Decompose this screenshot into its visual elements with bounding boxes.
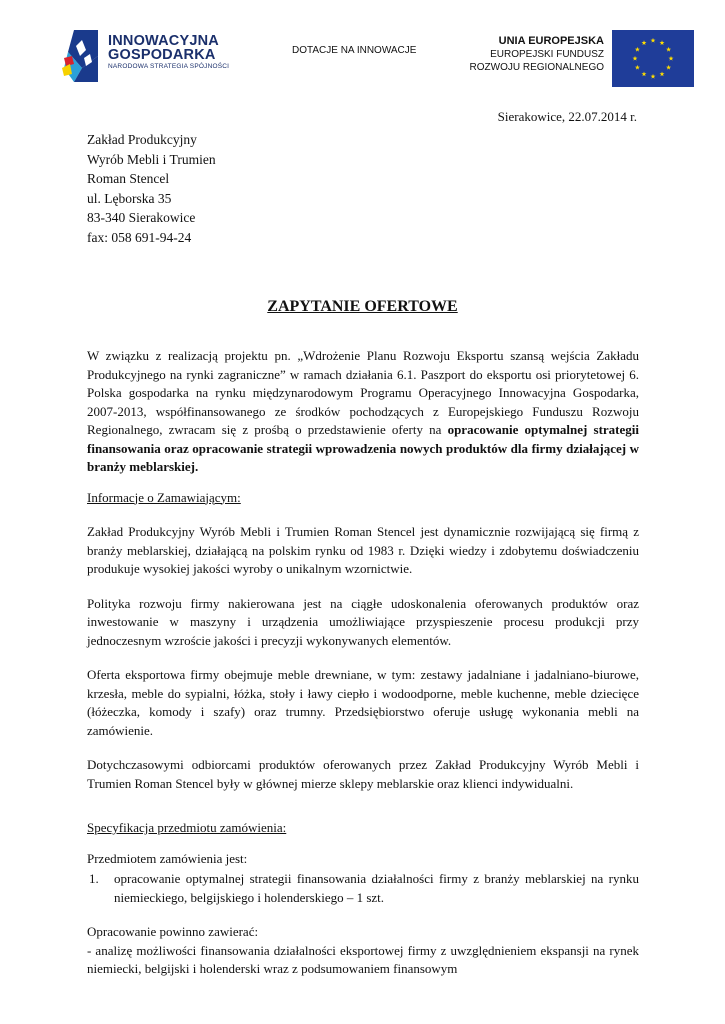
list-item xyxy=(87,870,639,907)
paragraph: Zakład Produkcyjny Wyrób Mebli i Trumien Roman Stencel jest dynamicznie rozwijającą się firmą z branży meblarskiej, działającą na polskim rynku od 1983 r. Dzięki wiedzy i zdobytemu doświadczeniu produkuje wysokiej jakości wyroby o unikalnym wzornictwie. xyxy=(87,524,639,576)
paragraph: Oferta eksportowa firmy obejmuje meble drewniane, w tym: zestawy jadalniane i jadalniano-biurowe, krzesła, meble do sypialni, łóżka, stoły i ławy ciepło i wodoodporne, meble kuchenne, meble dziecięce (łóżeczka, komody i szafy) oraz trumny. Przedsiębiorstwo oferuje usługę wykonania mebli na zamówienie. xyxy=(87,667,639,738)
paragraph: Dotychczasowymi odbiorcami produktów oferowanych przez Zakład Produkcyjny Wyrób Mebli i Trumien Roman Stencel były w głównej mierze sklepy meblarskie oraz klienci indywidualni. xyxy=(87,757,639,791)
eu-star-icon xyxy=(651,74,656,79)
address-line: Zakład Produkcyjny xyxy=(87,132,197,147)
eu-star-icon xyxy=(642,40,647,45)
eu-line-1: UNIA EUROPEJSKA xyxy=(498,35,604,47)
logo-line-3: NARODOWA STRATEGIA SPÓJNOŚCI xyxy=(108,63,230,70)
intro-paragraph xyxy=(87,347,639,477)
document-body xyxy=(87,347,639,979)
address-line: 83-340 Sierakowice xyxy=(87,210,196,225)
subject-label: Przedmiotem zamówienia jest: xyxy=(87,850,248,866)
eu-logo-text xyxy=(456,35,604,74)
eu-star-icon xyxy=(633,56,638,61)
eu-line-2: EUROPEJSKI FUNDUSZ xyxy=(490,49,604,60)
eu-star-icon xyxy=(651,38,656,43)
logo-line-1: INNOWACYJNA xyxy=(108,33,219,49)
eu-line-3: ROZWOJU REGIONALNEGO xyxy=(469,62,604,73)
intro-text: W związku z realizacją projektu pn. „Wdrożenie Planu Rozwoju Eksportu szansą wejścia Zakładu Produkcyjnego na rynki zagraniczne” w ramach działania 6.1. Paszport do eksportu osi priorytetowej 6. Polska gospodarka na rynku międzynarodowym Programu Operacyjnego Innowacyjna Gospodarka, 2007-2013, współfinansowanego ze środków pochodzących z Europejskiego Funduszu Rozwoju Regionalnego, zwracam się z prośbą o przedstawienie oferty na xyxy=(87,348,639,437)
section-heading-client-info: Informacje o Zamawiającym: xyxy=(87,489,241,505)
eu-star-icon xyxy=(669,56,674,61)
eu-flag-icon xyxy=(612,30,694,87)
recipient-address xyxy=(87,130,216,247)
header-center-text: DOTACJE NA INNOWACJE xyxy=(292,45,417,56)
address-line: Wyrób Mebli i Trumien xyxy=(87,151,216,167)
contents-label: Opracowanie powinno zawierać: xyxy=(87,924,259,939)
eu-star-icon xyxy=(635,47,640,52)
eu-star-icon xyxy=(660,40,665,45)
eu-star-icon xyxy=(635,65,640,70)
address-line: ul. Lęborska 35 xyxy=(87,190,172,206)
eu-star-icon xyxy=(660,71,665,76)
list-item-number: 1. xyxy=(89,871,99,886)
address-line: Roman Stencel xyxy=(87,171,170,186)
document-title: ZAPYTANIE OFERTOWE xyxy=(267,298,458,315)
list-item-text: opracowanie optymalnej strategii finansowania działalności firmy z branży meblarskiej na rynku niemieckiego, belgijskiego i holenderskiego – 1 szt. xyxy=(114,871,639,905)
paragraph: Polityka rozwoju firmy nakierowana jest na ciągłe udoskonalenia oferowanych produktów oraz inwestowanie w maszyny i urządzenia umożliwiające przyspieszenie procesu produkcji przy jednoczesnym wzroście jakości i precyzji wykonywanych elementów. xyxy=(87,595,639,648)
intro-bold-text: opracowanie optymalnej strategii finansowania oraz opracowanie strategii wprowadzenia nowych produktów dla firmy działającej w branży meblarskiej. xyxy=(87,422,639,474)
document-header xyxy=(0,0,725,110)
eu-star-icon xyxy=(666,65,671,70)
innowacyjna-gospodarka-emblem xyxy=(62,28,106,84)
eu-star-icon xyxy=(642,71,647,76)
address-line: fax: 058 691-94-24 xyxy=(87,229,192,245)
section-heading-specification: Specyfikacja przedmiotu zamówienia: xyxy=(87,820,287,835)
contents-item: - analizę możliwości finansowania działalności eksportowej firmy z uwzględnieniem ekspansji na rynek niemiecki, belgijski i holenderski wraz z podsumowaniem finansowym xyxy=(87,942,639,976)
logo-line-2: GOSPODARKA xyxy=(108,47,216,63)
innowacyjna-gospodarka-logo xyxy=(62,28,242,84)
eu-star-icon xyxy=(666,47,671,52)
eu-stars xyxy=(612,30,694,87)
place-date: Sierakowice, 22.07.2014 r. xyxy=(497,109,637,124)
